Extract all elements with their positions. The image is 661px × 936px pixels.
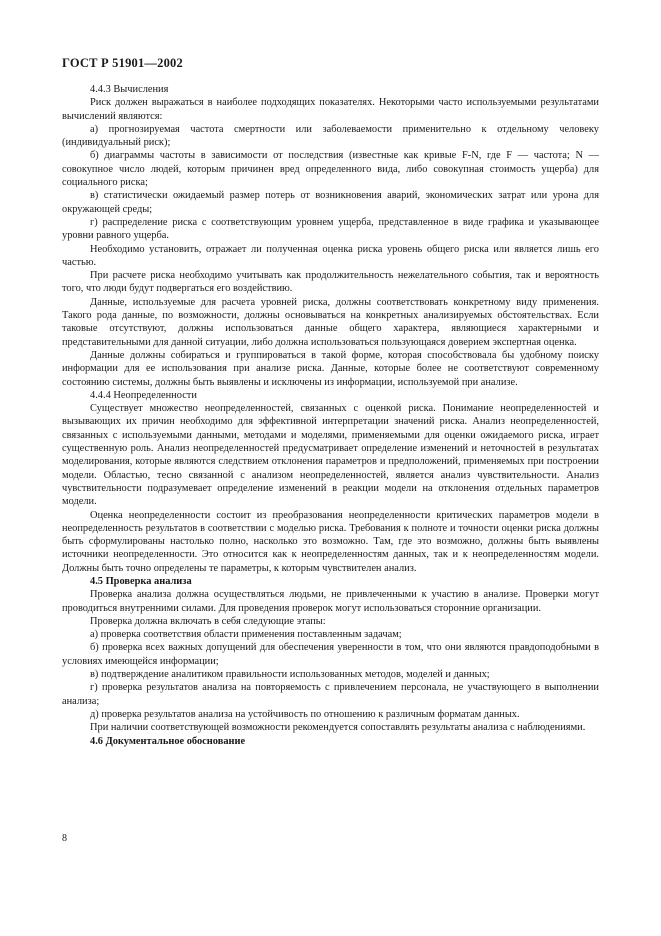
body-paragraph: Проверка должна включать в себя следующие этапы:	[90, 615, 326, 627]
body-paragraph: При расчете риска необходимо учитывать как продолжительность нежелательного события, так и вероятность того, что люди будут подвергаться его воздействию.	[62, 270, 599, 295]
section-heading: 4.4.3 Вычисления	[90, 84, 169, 95]
body-paragraph: Данные, используемые для расчета уровней риска, должны соответствовать конкретному виду применения. Такого рода данные, по возможности, должны основываться на конкретных анализируемых обстоятельствах. Если таковые отсутствуют, должны использоваться данные общего характера, являющиеся характерными и представительными для данной ситуации, либо должна использоваться пользующаяся доверием экспертная оценка.	[62, 296, 599, 348]
body-paragraph: д) проверка результатов анализа на устойчивость по отношению к различным форматам данных.	[90, 708, 520, 720]
body-paragraph: Риск должен выражаться в наиболее подходящих показателях. Некоторыми часто используемыми результатами вычислений являются:	[62, 97, 599, 122]
document-body	[62, 83, 599, 748]
body-paragraph: в) статистически ожидаемый размер потерь от возникновения аварий, экономических затрат или урона для окружающей среды;	[62, 190, 599, 215]
document-header: ГОСТ Р 51901—2002	[62, 56, 183, 70]
section-heading: 4.5 Проверка анализа	[90, 575, 192, 587]
section-heading: 4.4.4 Неопределенности	[90, 389, 197, 401]
body-paragraph: г) проверка результатов анализа на повторяемость с привлечением персонала, не участвующего в выполнении анализа;	[62, 682, 599, 707]
body-paragraph: в) подтверждение аналитиком правильности использованных методов, моделей и данных;	[90, 669, 490, 681]
body-paragraph: б) проверка всех важных допущений для обеспечения уверенности в том, что они являются правдоподобными в условиях имеющейся информации;	[62, 642, 599, 667]
body-paragraph: Оценка неопределенности состоит из преобразования неопределенности критических параметров модели в неопределенность результатов в соответствии с моделью риска. Требования к полноте и точности оценки риска должны быть сформулированы настолько полно, насколько это возможно. Там, где это возможно, должны быть выявлены источники неопределенности. Это относится как к неопределенностям данных, так и к неопределенностям модели. Должны быть точно определены те параметры, к которым чувствителен анализ.	[62, 509, 599, 574]
body-paragraph: Проверка анализа должна осуществляться людьми, не привлеченными к участию в анализе. Проверки могут проводиться внутренними силами. Для проведения проверок могут использоваться сторонние организации.	[62, 589, 599, 614]
section-heading: 4.6 Документальное обоснование	[90, 735, 246, 747]
body-paragraph: а) прогнозируемая частота смертности или заболеваемости применительно к отдельному человеку (индивидуальный риск);	[62, 123, 599, 149]
body-paragraph: б) диаграммы частоты в зависимости от последствия (известные как кривые F-N, где F — частота; N — совокупное число людей, которым причинен вред определенного вида, либо совокупная стоимость ущерба) для социального риска;	[62, 150, 599, 189]
body-paragraph: При наличии соответствующей возможности рекомендуется сопоставлять результаты анализа с наблюдениями.	[90, 722, 586, 734]
page-number: 8	[62, 833, 67, 844]
body-paragraph: г) распределение риска с соответствующим уровнем ущерба, представленное в виде графика и указывающее уровни равного ущерба.	[62, 216, 599, 242]
body-paragraph: а) проверка соответствия области применения поставленным задачам;	[90, 629, 402, 641]
body-paragraph: Необходимо установить, отражает ли полученная оценка риска уровень общего риска или является лишь его частью.	[62, 243, 599, 268]
body-paragraph: Данные должны собираться и группироваться в такой форме, которая способствовала бы удобному поиску информации для ее использования при анализе риска. Данные, которые более не соответствуют современному состоянию системы, должны быть выявлены и исключены из информации, используемой при анализе.	[62, 349, 599, 388]
body-paragraph: Существует множество неопределенностей, связанных с оценкой риска. Понимание неопределенностей и вызывающих их причин необходимо для эффективной интерпретации значений риска. Анализ неопределенностей, связанных с используемыми данными, методами и моделями, применяемыми для оценки ожидаемого риска, играет существенную роль. Анализ неопределенностей предусматривает определение изменений и неточностей в результатах моделирования, которые являются следствием отклонения параметров и предположений, применяемых при построении модели. Областью, тесно связанной с анализом неопределенностей, является анализ чувствительности. Анализ чувствительности подразумевает определение изменений в реакции модели на отклонения отдельных параметров модели.	[62, 403, 599, 508]
